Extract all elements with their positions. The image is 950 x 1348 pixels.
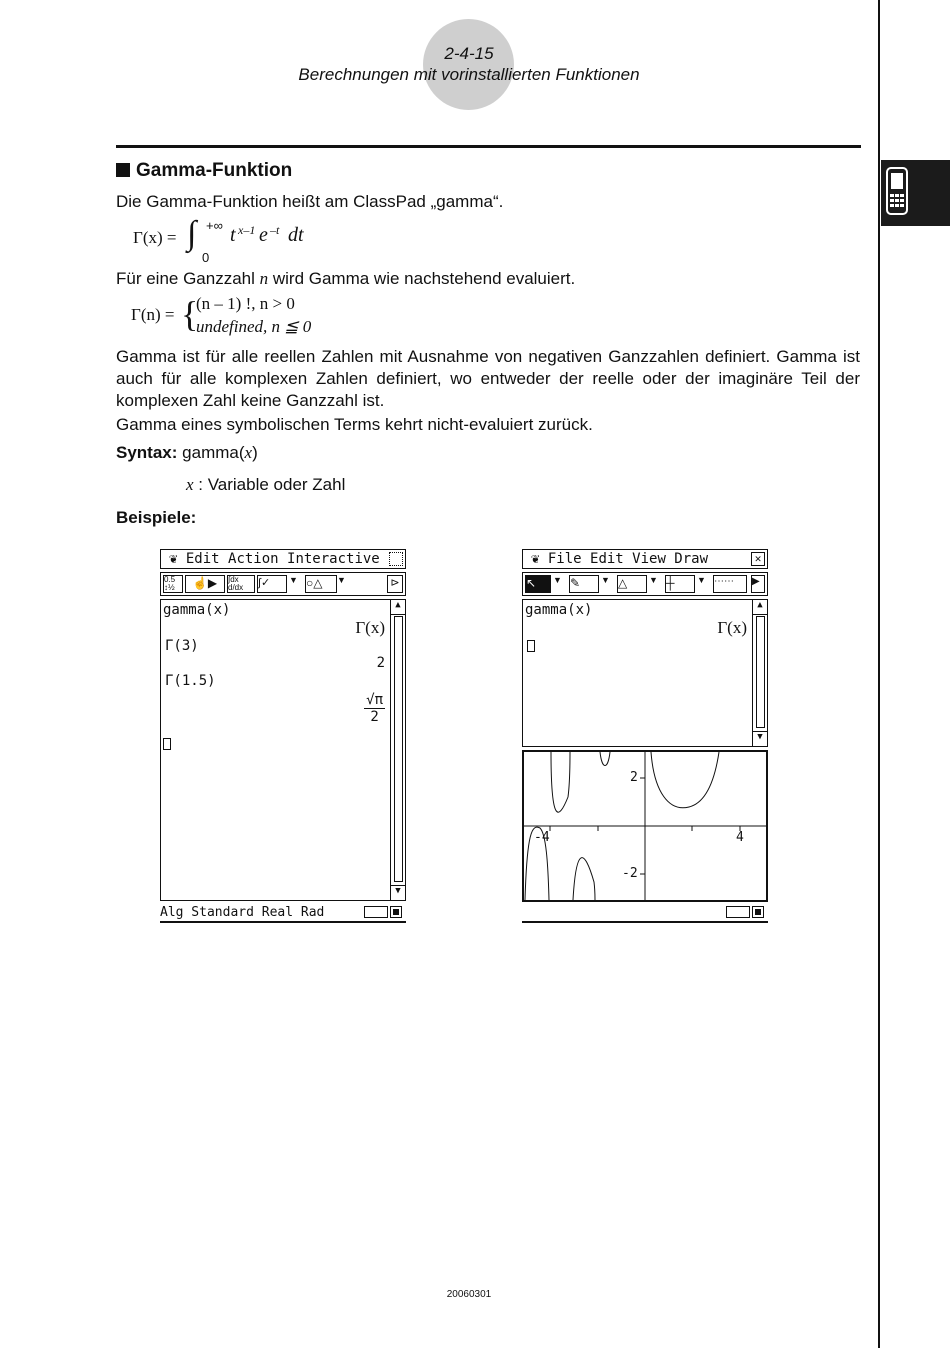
scroll-down-icon[interactable]: ▼ <box>753 731 767 746</box>
gamma-graph <box>524 752 766 900</box>
work-area <box>160 599 406 901</box>
cursor[interactable] <box>527 640 535 652</box>
scroll-down-icon[interactable]: ▼ <box>391 885 405 900</box>
status-bar: Alg Standard Real Rad <box>160 905 325 920</box>
gamma-curve-segment <box>551 752 570 812</box>
window-toggle-icon[interactable] <box>752 906 764 918</box>
gamma-curve-segment <box>651 752 719 808</box>
calculator-icon <box>881 160 950 226</box>
cursor[interactable] <box>163 738 171 750</box>
dropdown-arrow-icon: ▼ <box>601 575 610 585</box>
derivative-icon: ∫dx d/dx <box>227 575 255 593</box>
geometry-icon: ○△ <box>305 575 337 593</box>
menu-down-icon: ❦ <box>169 551 178 567</box>
square-bullet-icon <box>116 163 130 177</box>
margin-line <box>878 0 880 1348</box>
chapter-tab <box>881 160 950 226</box>
screen-bottom-line <box>522 921 768 923</box>
symbolic-text: Gamma eines symbolischen Terms kehrt nicht-evaluiert zurück. <box>116 415 593 434</box>
y-tick-label: 2 <box>630 770 638 785</box>
scroll-thumb[interactable] <box>756 616 765 728</box>
close-icon[interactable]: ✕ <box>751 552 765 566</box>
toolbar <box>522 572 768 596</box>
pen-icon[interactable]: ✎ <box>569 575 599 593</box>
screen-bottom-line <box>160 921 406 923</box>
axes-icon[interactable]: ┼ <box>665 575 695 593</box>
window-toggle-icon[interactable] <box>390 906 402 918</box>
fraction-toggle-icon: 0.5 ↕½ <box>163 575 183 593</box>
scroll-thumb[interactable] <box>394 616 403 882</box>
entry-output: 2 <box>376 655 385 671</box>
entry-output: Γ(x) <box>355 618 385 637</box>
triangle-icon[interactable]: △ <box>617 575 647 593</box>
y-tick-label: -2 <box>622 866 638 881</box>
entry-input[interactable]: Γ(3) <box>165 638 199 654</box>
section-rule <box>116 145 861 148</box>
scroll-up-icon[interactable]: ▲ <box>391 600 405 615</box>
screenshot-graph-app <box>522 549 768 925</box>
x-tick-label: 4 <box>736 830 744 845</box>
toolbar-next-icon: ⊳ <box>387 575 403 593</box>
close-icon <box>389 552 403 566</box>
graph-window[interactable] <box>522 750 768 902</box>
dropdown-arrow-icon: ▼ <box>649 575 658 585</box>
toolbar-next-icon[interactable]: ▶ <box>751 575 765 593</box>
dropdown-arrow-icon: ▼ <box>337 575 346 585</box>
battery-icon <box>726 906 750 918</box>
examples-label: Beispiele: <box>116 508 197 527</box>
graph-icon: ∫✓ <box>257 575 287 593</box>
pointer-icon[interactable]: ↖ <box>525 575 551 593</box>
gamma-curve-segment <box>600 752 610 766</box>
entry-input[interactable]: Γ(1.5) <box>165 673 216 689</box>
work-area <box>522 599 768 747</box>
hand-run-icon: ☝▶ <box>185 575 225 593</box>
entry-input[interactable]: gamma(x) <box>525 602 593 618</box>
definition-paragraph: Gamma ist für alle reellen Zahlen mit Ausnahme von negativen Ganzzahlen definiert. Gamma ist auch für alle komplexen Zahlen definiert, wo entweder der reelle oder der imaginäre Teil der komplexen Zahl keine Ganzzahl ist. <box>116 347 860 410</box>
parameter-definition: x : Variable oder Zahl <box>186 475 346 494</box>
grid-icon[interactable]: ⋯⋯ <box>713 575 747 593</box>
menu-bar: ❦ File Edit View Draw ✕ <box>522 549 768 569</box>
syntax-line: Syntax: gamma(x) <box>116 443 258 462</box>
dropdown-arrow-icon: ▼ <box>553 575 562 585</box>
intro-text: Die Gamma-Funktion heißt am ClassPad „gamma“. <box>116 192 504 211</box>
gamma-curve-segment <box>573 858 595 900</box>
scrollbar[interactable] <box>390 600 405 900</box>
section-title: Gamma-Funktion <box>116 160 292 182</box>
dropdown-arrow-icon: ▼ <box>289 575 298 585</box>
x-tick-label: -4 <box>534 830 550 845</box>
page-number: 2-4-15 <box>444 44 494 63</box>
gamma-cases-formula: Γ(n) = { (n – 1) !, n > 0 undefined, n ≦ 0 <box>131 294 312 336</box>
toolbar <box>160 572 406 596</box>
entry-output: Γ(x) <box>717 618 747 637</box>
battery-icon <box>364 906 388 918</box>
entry-input[interactable]: gamma(x) <box>163 602 231 618</box>
chapter-subtitle: Berechnungen mit vorinstallierten Funktionen <box>298 65 640 84</box>
integer-text: Für eine Ganzzahl n wird Gamma wie nachstehend evaluiert. <box>116 269 576 288</box>
entry-output-fraction: √π 2 <box>366 692 383 725</box>
menu-down-icon: ❦ <box>531 551 540 567</box>
scroll-up-icon[interactable]: ▲ <box>753 600 767 615</box>
dropdown-arrow-icon: ▼ <box>697 575 706 585</box>
gamma-integral-formula: Γ(x) = ∫ +∞ 0 t x–1 e –t dt <box>133 215 304 265</box>
scrollbar[interactable] <box>752 600 767 746</box>
menu-bar: ❦ Edit Action Interactive <box>160 549 406 569</box>
footer-code: 20060301 <box>446 1289 492 1300</box>
screenshot-main-app <box>160 549 406 925</box>
